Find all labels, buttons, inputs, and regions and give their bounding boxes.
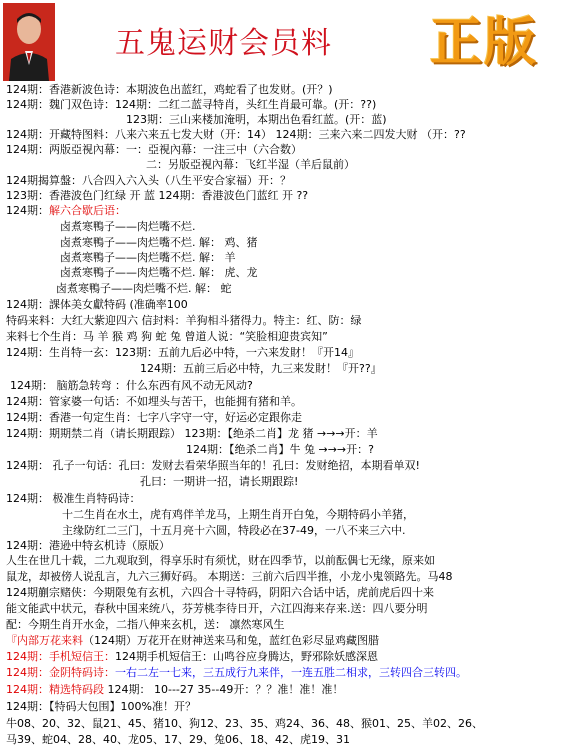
text-segment: 124期：手机短信王：	[6, 650, 115, 663]
text-line: 特码来料：大红大紫迎四六 信封料：羊狗相斗猪得力。特主：红、防：绿	[6, 314, 362, 327]
text-line: 卤煮寒鴨子——肉烂嘴不烂. 解： 鸡、猪	[60, 236, 258, 249]
text-line	[6, 633, 379, 649]
text-segment: 124期：金阴特码诗：	[6, 666, 115, 679]
text-line: 124期揭算盤：八合四入六入头（八生平安合家福）开：？	[6, 174, 291, 187]
text-line: 124期：生肖特一玄：123期：五前九后必中特，一六来发財！『开14』	[6, 346, 359, 359]
text-line: 123期：香港波色门红绿 开 蓝 124期：香港波色门蓝红 开 ??	[6, 189, 309, 202]
text-line: 卤煮寒鴨子——肉烂嘴不烂. 解： 蛇	[56, 282, 232, 295]
text-line: 124期：【绝杀二肖】牛 兔 →→→开：?	[186, 443, 374, 456]
text-line: 配：今期生肖开水金，二指八伸来玄机，送： 凛然寒风生	[6, 618, 285, 631]
text-line: 124期： 极准生肖特码诗：	[6, 492, 141, 505]
text-line	[6, 665, 467, 681]
text-segment: 124期：精选特码段	[6, 683, 104, 696]
page-title: 五鬼运财会员料	[115, 26, 332, 61]
text-line: 人生在世几十载，二九观取到，得享乐时有须忧，财在四季节，以前酝偶七无缘，原来如	[6, 554, 435, 567]
text-line: 卤煮寒鴨子——肉烂嘴不烂.	[60, 220, 196, 233]
text-line	[6, 649, 378, 665]
text-line: 二：另版亞視內幕：飞红半湿（羊后鼠前）	[146, 158, 355, 171]
text-line: 孔曰：一期讲一招，请长期跟踪!	[140, 475, 299, 488]
authentic-badge: 正版	[430, 12, 539, 73]
text-line: 主缘防红二三门，十五月亮十六圆，特段必在37-49，一八不来三六中.	[62, 524, 406, 537]
text-line: 124期： 孔子一句话：孔曰：发财去看荣华照当年的！孔曰：发财绝招，本期看单双!	[6, 459, 420, 472]
portrait-photo	[3, 3, 55, 81]
text-line: 123期：三山来楼加淹明，本期出色看红蓝。(开：蓝)	[126, 113, 387, 126]
text-line: 鼠龙，却被傍人说乱言，九六三狮好码。 本期送：三前六后四半推，小龙小鬼领路先。马48	[6, 570, 453, 583]
text-line: 牛08、20、32、鼠21、45、猪10、狗12、23、35、鸡24、36、48、猴01、25、羊02、26、	[6, 717, 483, 730]
text-line	[6, 203, 126, 219]
page-header	[0, 0, 581, 84]
text-line: 马39、蛇04、28、40、龙05、17、29、兔06、18、42、虎19、31	[6, 733, 350, 746]
text-segment: 一右二左一七来，三五成行九来伴，一连五胜二相求，三转四合三转四。	[115, 666, 467, 679]
text-segment: 124期手机短信王：山鸣谷应身腾达，野邪除妖感深恩	[115, 650, 378, 663]
text-line: 卤煮寒鴨子——肉烂嘴不烂. 解： 羊	[60, 251, 236, 264]
text-line: 124期：魏门双色诗：124期：二红二蓝寻特肖，头红生肖最可靠。(开：??)	[6, 98, 377, 111]
text-line: 124期：香港一句定生肖：七字八字守一守，好运必定跟你走	[6, 411, 302, 424]
text-segment: 124期： 10---27 35--49开：？？准！准！准！	[104, 683, 344, 696]
text-line: 124期蒯宗赌侠：今期限兔有玄机，六四合十寻特码，阴阳六合话中话，虎前虎后四十来	[6, 586, 434, 599]
text-segment: 『内部万花来料	[6, 634, 83, 647]
text-line: 能文能武中状元，春秋中国来统八，芬芳桃李待日开，六江四海来存来.送：四八要分明	[6, 602, 428, 615]
text-line: 124期： 脑筋急转弯 ：什么东西有风不动无风动?	[10, 379, 253, 392]
text-line: 124期：港逊中特玄机诗（原版）	[6, 539, 170, 552]
text-line: 124期：期期禁二肖（请长期跟踪） 123期：【绝杀二肖】龙 猪 →→→开：羊	[6, 427, 378, 440]
text-line: 124期：課体美女獻特码 (准确率100	[6, 298, 188, 311]
text-line: 124期：开藏特图料：八来六来五七发大财（开：14） 124期：三来六来二四发大财 （开：??	[6, 128, 466, 141]
text-line: 124期：两版亞視內幕：一：亞視內幕：一注三中（六合数）	[6, 143, 302, 156]
text-line	[6, 682, 343, 698]
text-line: 124期：五前三后必中特，九三来发財！『开??』	[140, 362, 382, 375]
text-line: 十二生肖在水土，虎有鸡伴羊龙马，上期生肖开白兔，今期特码小羊猪，	[62, 508, 414, 521]
text-segment: 解六合歇后语：	[49, 204, 126, 217]
text-segment: 124期：	[6, 204, 49, 217]
text-line: 124期：【特码大包围】100%准！开？	[6, 700, 196, 713]
text-line: 来料七个生肖：马 羊 猴 鸡 狗 蛇 兔 曾道人说：“笑脸相迎贵宾知”	[6, 330, 328, 343]
text-line: 124期：香港新波色诗：本期波色出蓝红，鸡蛇看了也发财。(开？)	[6, 83, 333, 96]
text-line: 卤煮寒鴨子——肉烂嘴不烂. 解： 虎、龙	[60, 266, 258, 279]
text-segment: （124期）万花开在财神送来马和兔，蓝红色彩尽显鸡藏图腊	[83, 634, 379, 647]
text-line: 124期：管家婆一句话：不如埋头与苦干，也能拥有猪和羊。	[6, 395, 302, 408]
